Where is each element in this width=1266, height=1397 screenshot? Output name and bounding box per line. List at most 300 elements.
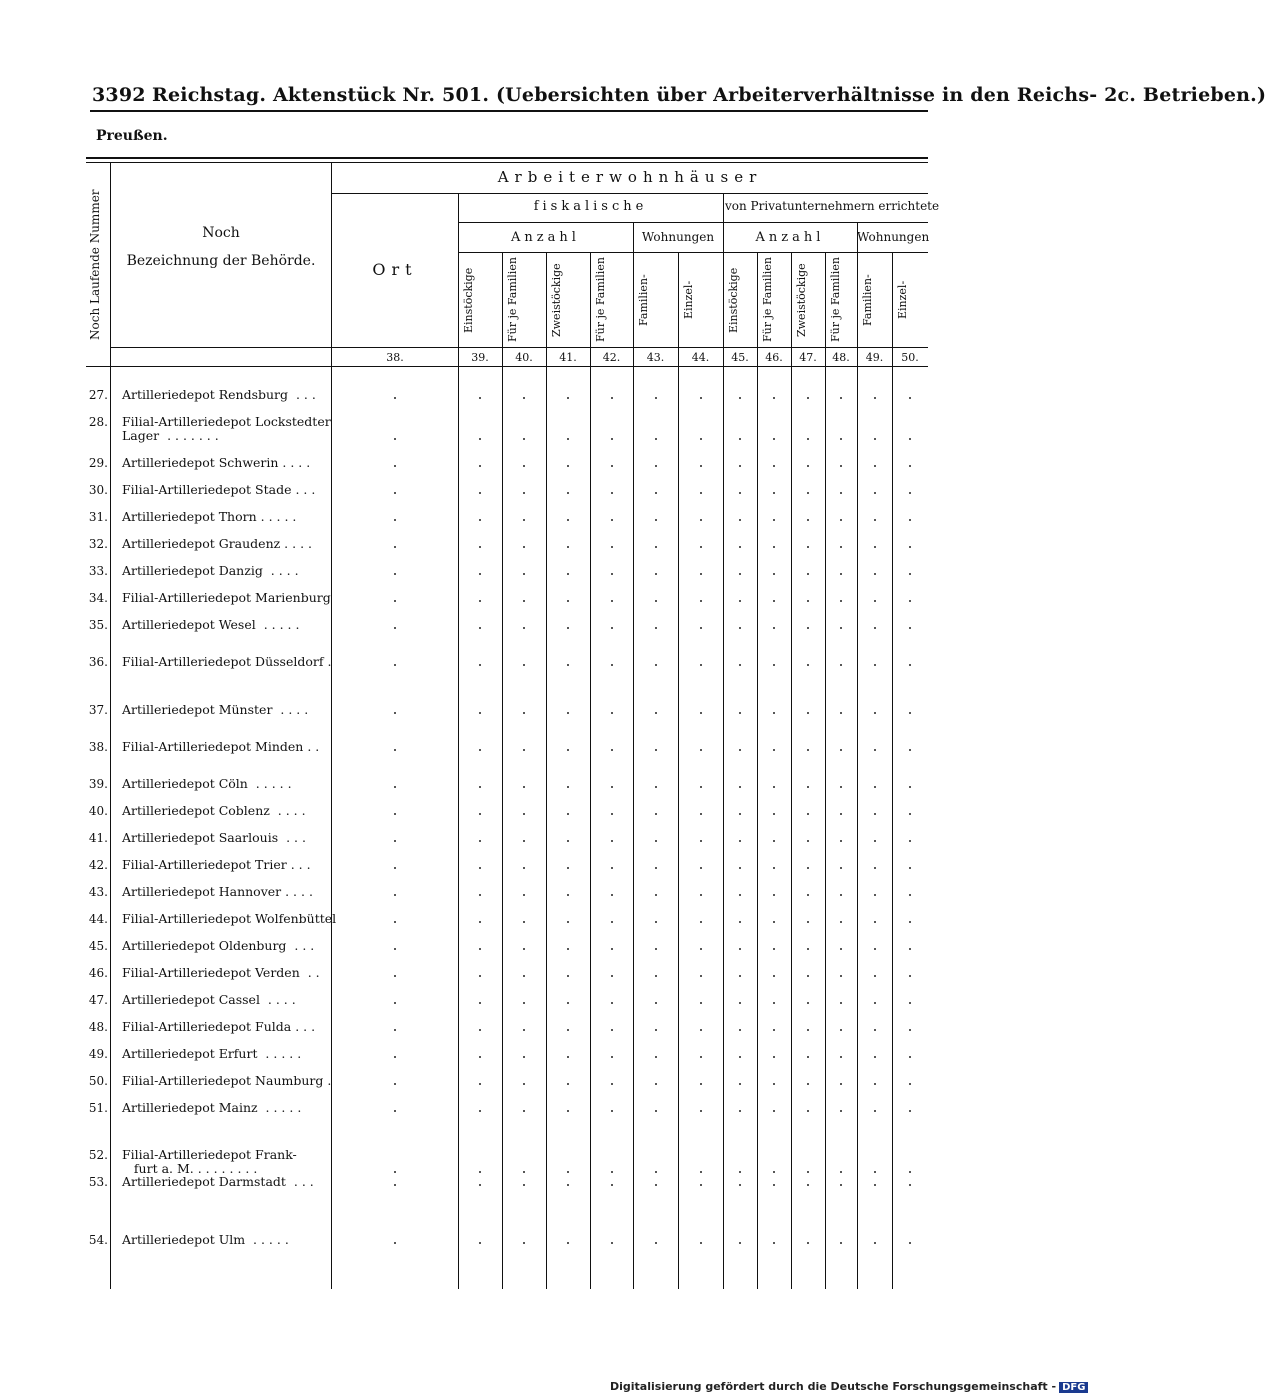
empty-cell-dot [739, 1029, 741, 1031]
empty-cell-dot [479, 492, 481, 494]
empty-cell-dot [655, 546, 657, 548]
empty-cell-dot [807, 813, 809, 815]
empty-cell-dot [479, 840, 481, 842]
empty-cell-dot [655, 1029, 657, 1031]
row-number: 47. [88, 993, 108, 1007]
col-header-einstoeckige: Einstöckige [462, 267, 475, 333]
empty-cell-dot [394, 1184, 396, 1186]
empty-cell-dot [655, 1184, 657, 1186]
empty-cell-dot [479, 1029, 481, 1031]
group-rule [332, 193, 928, 194]
empty-cell-dot [773, 948, 775, 950]
empty-cell-dot [807, 948, 809, 950]
empty-cell-dot [874, 1184, 876, 1186]
empty-cell-dot [807, 1242, 809, 1244]
column-number: 39. [471, 351, 489, 364]
empty-cell-dot [611, 749, 613, 751]
empty-cell-dot [700, 627, 702, 629]
empty-cell-dot [909, 627, 911, 629]
empty-cell-dot [909, 894, 911, 896]
empty-cell-dot [874, 1110, 876, 1112]
empty-cell-dot [479, 1184, 481, 1186]
empty-cell-dot [807, 840, 809, 842]
row-label: Artilleriedepot Cöln . . . . . [122, 776, 292, 791]
empty-cell-dot [523, 438, 525, 440]
empty-cell-dot [655, 948, 657, 950]
row-number: 45. [88, 939, 108, 953]
empty-cell-dot [773, 600, 775, 602]
empty-cell-dot [773, 1242, 775, 1244]
empty-cell-dot [611, 786, 613, 788]
empty-cell-dot [840, 1083, 842, 1085]
empty-cell-dot [773, 867, 775, 869]
empty-cell-dot [840, 627, 842, 629]
empty-cell-dot [874, 1171, 876, 1173]
empty-cell-dot [874, 786, 876, 788]
empty-cell-dot [523, 921, 525, 923]
empty-cell-dot [874, 867, 876, 869]
empty-cell-dot [840, 894, 842, 896]
empty-cell-dot [479, 397, 481, 399]
col-header-fuer-je-familien: Für je Familien [594, 257, 607, 342]
empty-cell-dot [523, 600, 525, 602]
empty-cell-dot [700, 867, 702, 869]
empty-cell-dot [394, 867, 396, 869]
col-header-fuer-je-familien: Für je Familien [506, 257, 519, 342]
column-number: 44. [691, 351, 710, 364]
empty-cell-dot [909, 921, 911, 923]
empty-cell-dot [479, 627, 481, 629]
empty-cell-dot [840, 573, 842, 575]
empty-cell-dot [807, 921, 809, 923]
empty-cell-dot [479, 813, 481, 815]
row-label: Filial-Artilleriedepot Verden . . [122, 965, 320, 980]
empty-cell-dot [909, 573, 911, 575]
empty-cell-dot [773, 573, 775, 575]
empty-cell-dot [807, 1029, 809, 1031]
row-number: 28. [88, 415, 108, 429]
empty-cell-dot [909, 465, 911, 467]
empty-cell-dot [773, 546, 775, 548]
empty-cell-dot [394, 664, 396, 666]
column-number: 50. [901, 351, 919, 364]
empty-cell-dot [655, 894, 657, 896]
empty-cell-dot [567, 546, 569, 548]
empty-cell-dot [773, 813, 775, 815]
empty-cell-dot [840, 664, 842, 666]
empty-cell-dot [523, 1083, 525, 1085]
row-label: Filial-Artilleriedepot Frank- furt a. M. . . . . . . . . [122, 1147, 297, 1176]
empty-cell-dot [739, 546, 741, 548]
empty-cell-dot [840, 438, 842, 440]
empty-cell-dot [394, 975, 396, 977]
empty-cell-dot [840, 1171, 842, 1173]
empty-cell-dot [523, 664, 525, 666]
empty-cell-dot [479, 921, 481, 923]
row-label: Artilleriedepot Coblenz . . . . [122, 803, 306, 818]
empty-cell-dot [807, 664, 809, 666]
empty-cell-dot [909, 975, 911, 977]
empty-cell-dot [655, 786, 657, 788]
sub-label-anzahl-1: Anzahl [511, 230, 580, 245]
col-divider-nr [110, 162, 111, 1289]
empty-cell-dot [840, 1242, 842, 1244]
row-number: 31. [88, 510, 108, 524]
empty-cell-dot [567, 465, 569, 467]
row-label: Artilleriedepot Thorn . . . . . [122, 509, 297, 524]
empty-cell-dot [394, 749, 396, 751]
col-label-ort: Ort [372, 260, 418, 279]
empty-cell-dot [807, 492, 809, 494]
col-header-einzel: Einzel- [896, 280, 909, 320]
empty-cell-dot [739, 975, 741, 977]
empty-cell-dot [611, 1056, 613, 1058]
row-number: 43. [88, 885, 108, 899]
dfg-logo: DFG [1059, 1382, 1088, 1393]
empty-cell-dot [773, 1083, 775, 1085]
empty-cell-dot [739, 894, 741, 896]
empty-cell-dot [840, 1056, 842, 1058]
empty-cell-dot [909, 867, 911, 869]
empty-cell-dot [567, 867, 569, 869]
empty-cell-dot [807, 894, 809, 896]
empty-cell-dot [874, 600, 876, 602]
row-number: 32. [88, 537, 108, 551]
empty-cell-dot [840, 397, 842, 399]
row-number: 38. [88, 740, 108, 754]
empty-cell-dot [700, 465, 702, 467]
col-header-zweistoeckige: Zweistöckige [550, 263, 563, 337]
empty-cell-dot [874, 627, 876, 629]
empty-cell-dot [909, 1056, 911, 1058]
group-label-main: Arbeiterwohnhäuser [497, 168, 763, 186]
empty-cell-dot [739, 519, 741, 521]
empty-cell-dot [840, 600, 842, 602]
row-label: Artilleriedepot Danzig . . . . [122, 563, 299, 578]
row-label: Filial-Artilleriedepot Düsseldorf . [122, 654, 332, 669]
empty-cell-dot [700, 492, 702, 494]
empty-cell-dot [611, 1002, 613, 1004]
empty-cell-dot [479, 749, 481, 751]
row-number: 50. [88, 1074, 108, 1088]
empty-cell-dot [840, 492, 842, 494]
empty-cell-dot [739, 1056, 741, 1058]
empty-cell-dot [567, 894, 569, 896]
empty-cell-dot [611, 438, 613, 440]
empty-cell-dot [611, 1171, 613, 1173]
empty-cell-dot [567, 1002, 569, 1004]
column-number: 43. [646, 351, 665, 364]
col-header-familien: Familien- [637, 274, 650, 326]
empty-cell-dot [700, 397, 702, 399]
empty-cell-dot [394, 786, 396, 788]
row-number: 41. [88, 831, 108, 845]
empty-cell-dot [840, 465, 842, 467]
col-divider [791, 252, 792, 1289]
row-number: 44. [88, 912, 108, 926]
col-label-name-1: Noch [202, 225, 240, 241]
empty-cell-dot [874, 749, 876, 751]
empty-cell-dot [700, 749, 702, 751]
empty-cell-dot [909, 1242, 911, 1244]
empty-cell-dot [567, 1242, 569, 1244]
empty-cell-dot [567, 948, 569, 950]
column-number: 41. [559, 351, 577, 364]
col-divider [892, 252, 893, 1289]
empty-cell-dot [611, 465, 613, 467]
page-header: 3392 [92, 84, 146, 106]
empty-cell-dot [773, 1002, 775, 1004]
row-label: Artilleriedepot Saarlouis . . . [122, 830, 306, 845]
empty-cell-dot [909, 813, 911, 815]
empty-cell-dot [739, 600, 741, 602]
empty-cell-dot [567, 573, 569, 575]
empty-cell-dot [479, 1056, 481, 1058]
empty-cell-dot [611, 1029, 613, 1031]
row-label: Artilleriedepot Rendsburg . . . [122, 387, 316, 402]
empty-cell-dot [909, 840, 911, 842]
empty-cell-dot [840, 1184, 842, 1186]
empty-cell-dot [700, 573, 702, 575]
empty-cell-dot [700, 1110, 702, 1112]
empty-cell-dot [394, 546, 396, 548]
empty-cell-dot [874, 712, 876, 714]
empty-cell-dot [655, 975, 657, 977]
empty-cell-dot [840, 786, 842, 788]
empty-cell-dot [655, 465, 657, 467]
empty-cell-dot [611, 948, 613, 950]
empty-cell-dot [523, 948, 525, 950]
empty-cell-dot [807, 712, 809, 714]
empty-cell-dot [773, 492, 775, 494]
empty-cell-dot [479, 573, 481, 575]
empty-cell-dot [700, 840, 702, 842]
row-label: Artilleriedepot Cassel . . . . [122, 992, 296, 1007]
empty-cell-dot [773, 438, 775, 440]
row-number: 54. [88, 1233, 108, 1247]
empty-cell-dot [700, 1184, 702, 1186]
row-label: Artilleriedepot Erfurt . . . . . [122, 1046, 302, 1061]
row-label: Filial-Artilleriedepot Stade . . . [122, 482, 316, 497]
empty-cell-dot [479, 1002, 481, 1004]
empty-cell-dot [523, 1029, 525, 1031]
empty-cell-dot [739, 438, 741, 440]
empty-cell-dot [773, 664, 775, 666]
empty-cell-dot [523, 1171, 525, 1173]
empty-cell-dot [523, 894, 525, 896]
empty-cell-dot [523, 1002, 525, 1004]
empty-cell-dot [523, 975, 525, 977]
empty-cell-dot [567, 921, 569, 923]
empty-cell-dot [807, 600, 809, 602]
empty-cell-dot [909, 749, 911, 751]
column-number: 48. [832, 351, 850, 364]
empty-cell-dot [700, 894, 702, 896]
empty-cell-dot [523, 840, 525, 842]
row-number: 53. [88, 1175, 108, 1189]
col-label-nr: Noch Laufende Nummer [88, 189, 102, 340]
empty-cell-dot [394, 438, 396, 440]
empty-cell-dot [567, 627, 569, 629]
empty-cell-dot [567, 600, 569, 602]
column-number: 45. [731, 351, 749, 364]
empty-cell-dot [739, 397, 741, 399]
empty-cell-dot [807, 1171, 809, 1173]
empty-cell-dot [700, 1171, 702, 1173]
empty-cell-dot [909, 664, 911, 666]
empty-cell-dot [909, 546, 911, 548]
empty-cell-dot [840, 1110, 842, 1112]
row-label: Filial-Artilleriedepot Minden . . [122, 739, 320, 754]
empty-cell-dot [394, 397, 396, 399]
empty-cell-dot [655, 749, 657, 751]
empty-cell-dot [874, 1083, 876, 1085]
empty-cell-dot [523, 1110, 525, 1112]
empty-cell-dot [655, 438, 657, 440]
group-label-fiskal: fiskalische [533, 199, 648, 214]
row-number: 35. [88, 618, 108, 632]
empty-cell-dot [739, 813, 741, 815]
empty-cell-dot [700, 1029, 702, 1031]
empty-cell-dot [611, 840, 613, 842]
empty-cell-dot [700, 1056, 702, 1058]
empty-cell-dot [394, 465, 396, 467]
row-number: 49. [88, 1047, 108, 1061]
empty-cell-dot [909, 1083, 911, 1085]
empty-cell-dot [700, 519, 702, 521]
row-label: Artilleriedepot Darmstadt . . . [122, 1174, 314, 1189]
empty-cell-dot [773, 840, 775, 842]
empty-cell-dot [874, 438, 876, 440]
empty-cell-dot [909, 600, 911, 602]
row-number: 37. [88, 703, 108, 717]
empty-cell-dot [807, 867, 809, 869]
empty-cell-dot [394, 1056, 396, 1058]
empty-cell-dot [874, 1029, 876, 1031]
group-label-privat: von Privatunternehmern errichtete [725, 199, 940, 213]
sub-label-wohnungen-2: Wohnungen [857, 230, 930, 244]
empty-cell-dot [611, 519, 613, 521]
empty-cell-dot [874, 492, 876, 494]
empty-cell-dot [611, 894, 613, 896]
row-label: Artilleriedepot Hannover . . . . [122, 884, 313, 899]
empty-cell-dot [394, 1242, 396, 1244]
empty-cell-dot [773, 519, 775, 521]
col-header-einzel: Einzel- [682, 280, 695, 320]
column-number: 47. [799, 351, 817, 364]
empty-cell-dot [655, 712, 657, 714]
empty-cell-dot [655, 1056, 657, 1058]
empty-cell-dot [700, 786, 702, 788]
empty-cell-dot [909, 712, 911, 714]
empty-cell-dot [523, 749, 525, 751]
empty-cell-dot [479, 664, 481, 666]
row-label: Filial-Artilleriedepot Trier . . . [122, 857, 311, 872]
empty-cell-dot [739, 1242, 741, 1244]
column-number: 42. [602, 351, 621, 364]
empty-cell-dot [807, 573, 809, 575]
empty-cell-dot [567, 1184, 569, 1186]
empty-cell-dot [739, 1110, 741, 1112]
empty-cell-dot [739, 627, 741, 629]
empty-cell-dot [479, 948, 481, 950]
row-number: 34. [88, 591, 108, 605]
empty-cell-dot [840, 840, 842, 842]
column-number: 49. [865, 351, 884, 364]
col-header-zweistoeckige: Zweistöckige [795, 263, 808, 337]
row-number: 29. [88, 456, 108, 470]
empty-cell-dot [739, 1083, 741, 1085]
col-divider [825, 252, 826, 1289]
empty-cell-dot [523, 1056, 525, 1058]
empty-cell-dot [567, 712, 569, 714]
table-header-bottom-rule [86, 366, 928, 367]
empty-cell-dot [840, 546, 842, 548]
empty-cell-dot [479, 546, 481, 548]
empty-cell-dot [655, 1002, 657, 1004]
col-header-fuer-je-familien: Für je Familien [761, 257, 774, 342]
empty-cell-dot [874, 397, 876, 399]
footer-text: Digitalisierung gefördert durch die Deutsche Forschungsgemeinschaft - [610, 1380, 1057, 1393]
empty-cell-dot [874, 813, 876, 815]
row-label: Artilleriedepot Ulm . . . . . [122, 1232, 289, 1247]
empty-cell-dot [567, 1171, 569, 1173]
empty-cell-dot [479, 975, 481, 977]
empty-cell-dot [479, 712, 481, 714]
empty-cell-dot [840, 921, 842, 923]
empty-cell-dot [611, 397, 613, 399]
empty-cell-dot [909, 397, 911, 399]
empty-cell-dot [874, 573, 876, 575]
empty-cell-dot [874, 519, 876, 521]
page-title: Reichstag. Aktenstück Nr. 501. (Uebersichten über Arbeiterverhältnisse in den Reichs- 2c. Betrieben.) [152, 84, 1266, 106]
empty-cell-dot [611, 975, 613, 977]
empty-cell-dot [807, 1056, 809, 1058]
empty-cell-dot [840, 519, 842, 521]
empty-cell-dot [567, 840, 569, 842]
empty-cell-dot [611, 813, 613, 815]
empty-cell-dot [700, 664, 702, 666]
col-divider [590, 252, 591, 1289]
empty-cell-dot [611, 1184, 613, 1186]
empty-cell-dot [909, 1002, 911, 1004]
empty-cell-dot [909, 1110, 911, 1112]
row-number: 51. [88, 1101, 108, 1115]
empty-cell-dot [523, 1184, 525, 1186]
empty-cell-dot [394, 948, 396, 950]
empty-cell-dot [523, 627, 525, 629]
empty-cell-dot [479, 894, 481, 896]
table-top-rule [86, 157, 928, 159]
empty-cell-dot [807, 1083, 809, 1085]
empty-cell-dot [909, 519, 911, 521]
empty-cell-dot [655, 573, 657, 575]
empty-cell-dot [523, 397, 525, 399]
empty-cell-dot [611, 573, 613, 575]
empty-cell-dot [394, 519, 396, 521]
empty-cell-dot [739, 749, 741, 751]
row-number: 27. [88, 388, 108, 402]
empty-cell-dot [874, 894, 876, 896]
empty-cell-dot [394, 1029, 396, 1031]
column-number: 46. [765, 351, 783, 364]
empty-cell-dot [479, 1242, 481, 1244]
empty-cell-dot [874, 465, 876, 467]
col-divider [633, 222, 634, 1289]
empty-cell-dot [394, 1083, 396, 1085]
empty-cell-dot [567, 1083, 569, 1085]
empty-cell-dot [807, 438, 809, 440]
